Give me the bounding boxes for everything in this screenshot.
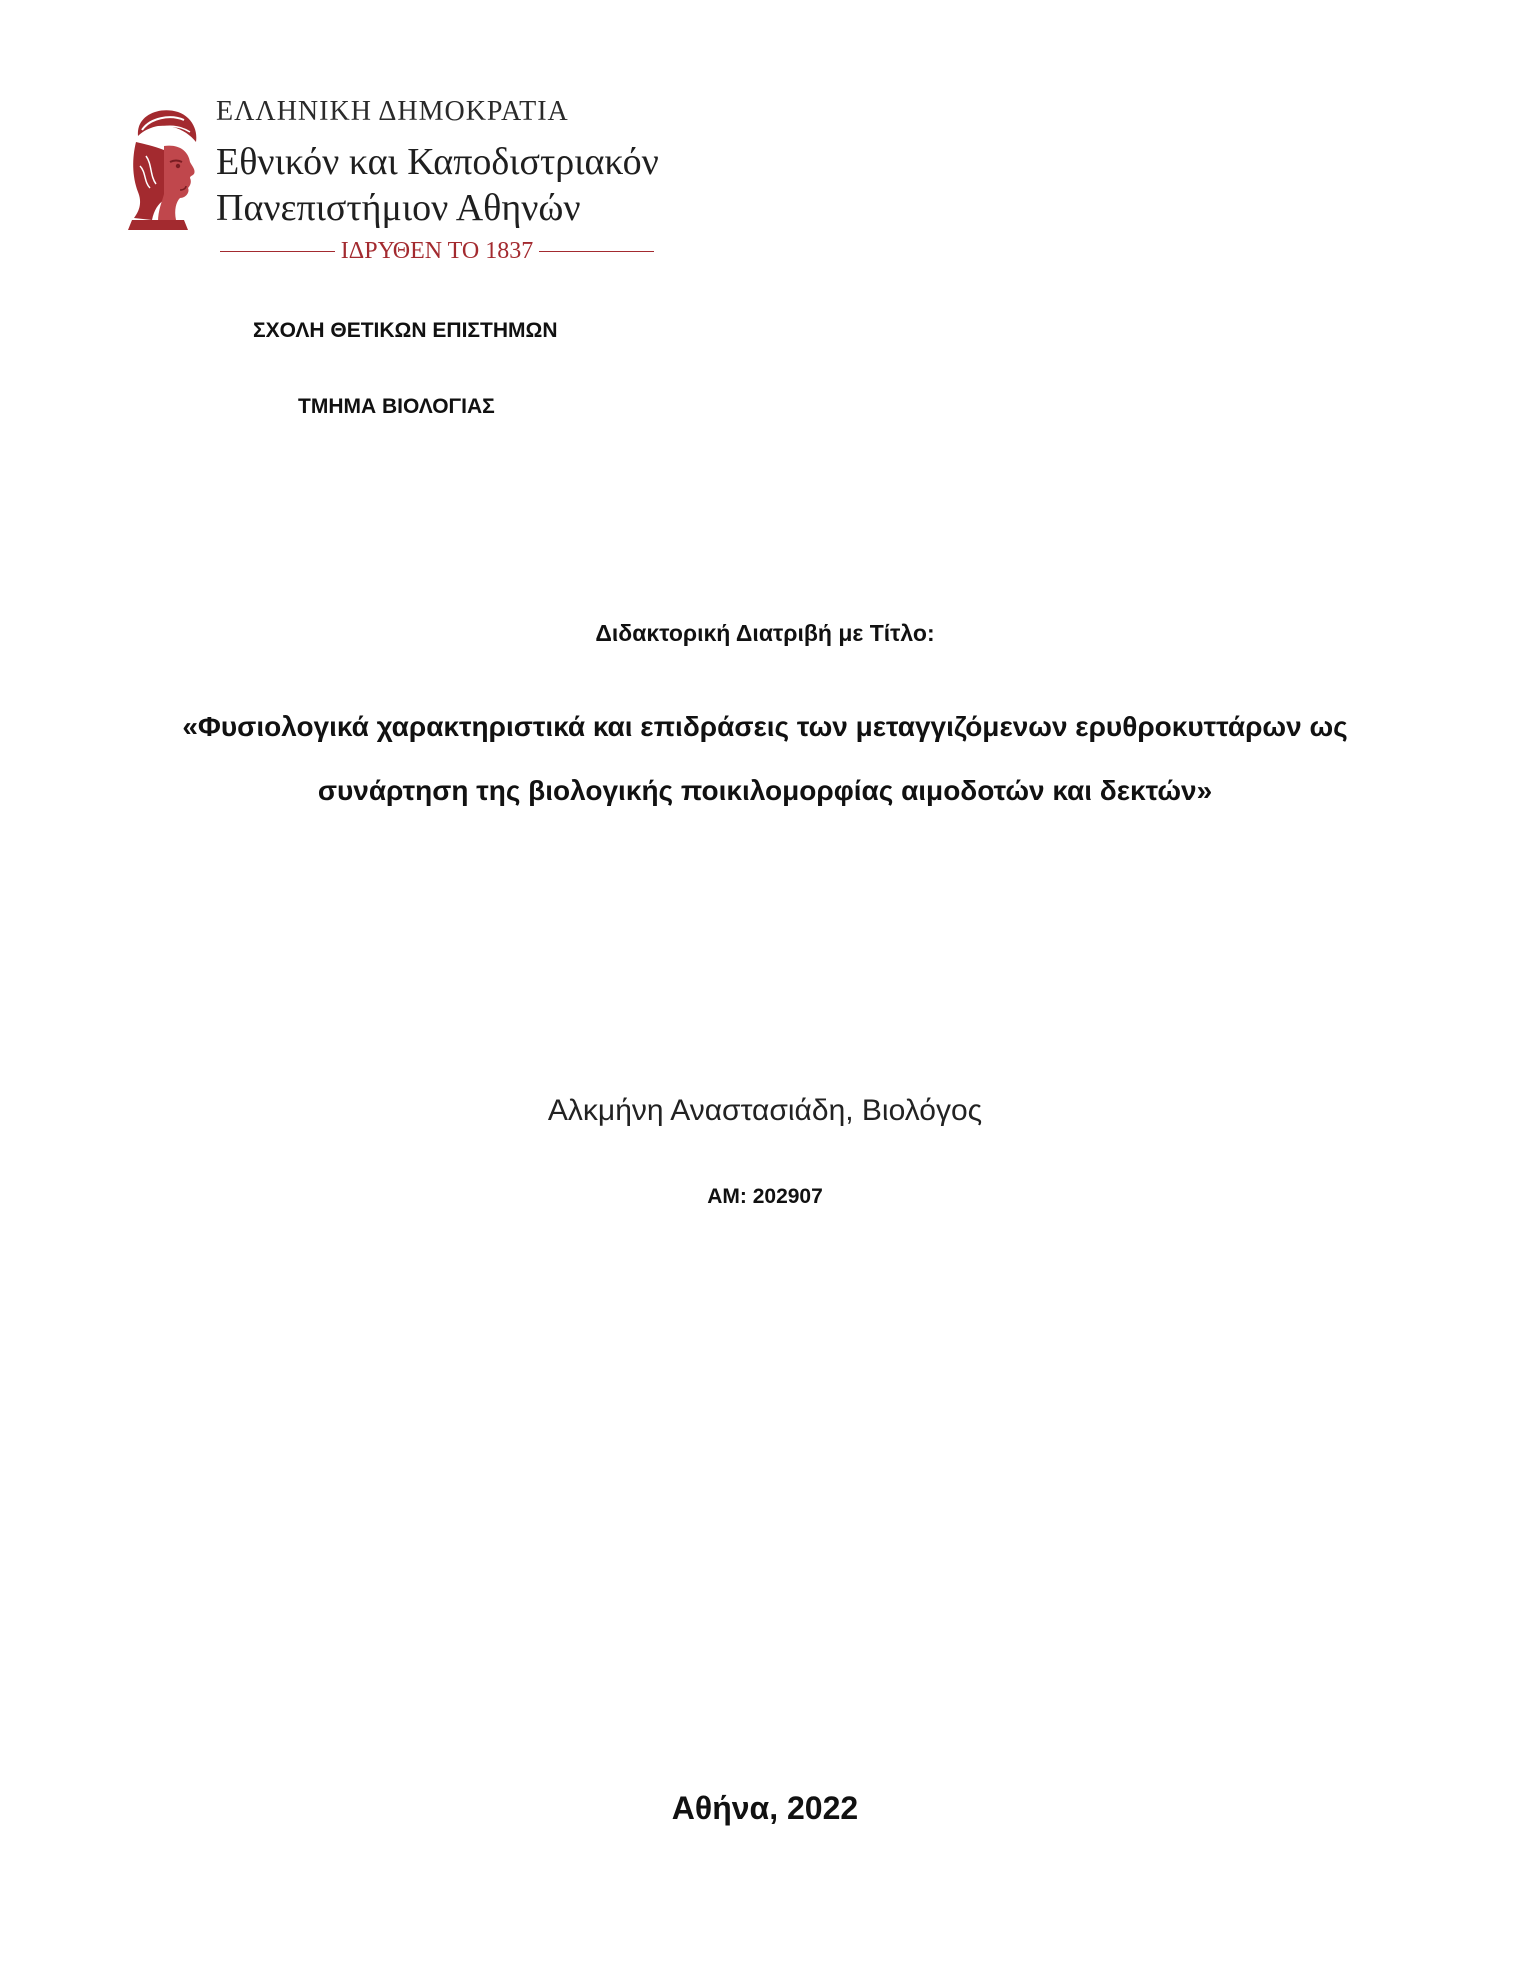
school-name: ΣΧΟΛΗ ΘΕΤΙΚΩΝ ΕΠΙΣΤΗΜΩΝ <box>253 319 558 342</box>
logo-founded-line <box>220 236 654 266</box>
logo-university-name-line1: Εθνικόν και Καποδιστριακόν <box>216 141 659 183</box>
logo-founded-text: ΙΔΡΥΘΕΝ ΤΟ 1837 <box>340 237 534 264</box>
athena-head-emblem-icon <box>118 106 208 231</box>
thesis-title-label: Διδακτορική Διατριβή με Τίτλο: <box>595 620 935 646</box>
department-name: ΤΜΗΜΑ ΒΙΟΛΟΓΙΑΣ <box>298 395 495 418</box>
student-id: ΑΜ: 202907 <box>707 1185 823 1208</box>
logo-state-name: ΕΛΛΗΝΙΚΗ ΔΗΜΟΚΡΑΤΙΑ <box>216 96 569 127</box>
founded-left-rule <box>220 251 335 252</box>
place-and-year: Αθήνα, 2022 <box>671 1790 859 1826</box>
author-name: Αλκμήνη Αναστασιάδη, Βιολόγος <box>547 1094 983 1127</box>
founded-right-rule <box>539 251 654 252</box>
university-logo <box>118 96 778 266</box>
logo-university-name-line2: Πανεπιστήμιον Αθηνών <box>216 187 581 229</box>
thesis-title: «Φυσιολογικά χαρακτηριστικά και επιδράσεις των μεταγγιζόμενων ερυθροκυττάρων ως συνάρτηση της βιολογικής ποικιλομορφίας αιμοδοτών και δεκτών» <box>182 711 1348 806</box>
